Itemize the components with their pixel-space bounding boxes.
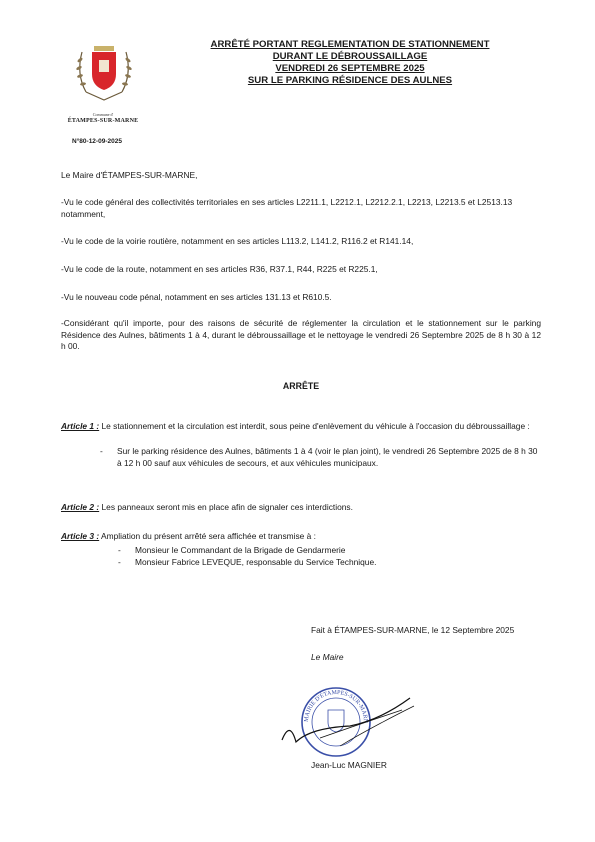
article-3 <box>61 531 541 543</box>
title-line: ARRÊTÉ PORTANT REGLEMENTATION DE STATIONNEMENT <box>210 39 490 50</box>
article-label: Article 1 : <box>61 421 100 431</box>
decree-title <box>180 39 520 87</box>
commune-crest-icon <box>72 44 136 104</box>
decree-reference: N°80-12-09-2025 <box>72 138 122 145</box>
visa-item: -Vu le code de la route, notamment en ses articles R36, R37.1, R44, R225 et R225.1, <box>61 264 378 274</box>
considering-paragraph: -Considérant qu'il importe, pour des raisons de sécurité de réglementer la circulation et le stationnement sur le parking Résidence des Aulnes, bâtiments 1 à 4, durant le débroussaillage et le nettoyage le vendredi 26 Septembre 2025 de 8 h 30 à 12 h 00. <box>61 318 541 351</box>
dash-bullet-icon: - <box>100 446 103 456</box>
article-text: Ampliation du présent arrêté sera affichée et transmise à : <box>99 531 316 541</box>
article-label: Article 3 : <box>61 531 100 541</box>
place-date: Fait à ÉTAMPES-SUR-MARNE, le 12 Septembre 2025 <box>311 625 515 635</box>
title-line: VENDREDI 26 SEPTEMBRE 2025 <box>275 63 425 74</box>
article-2 <box>61 502 541 514</box>
official-stamp-icon <box>280 680 420 760</box>
dash-bullet-icon: - <box>118 545 121 555</box>
stamp-text: MAIRIE D'ÉTAMPES-SUR-MARN <box>303 689 369 724</box>
dash-bullet-icon: - <box>118 556 121 567</box>
signatory-role: Le Maire <box>311 652 344 662</box>
commune-name: ÉTAMPES-SUR-MARNE <box>67 118 139 124</box>
commune-label: Commune d' <box>92 112 114 117</box>
bullet-text: Monsieur Fabrice LEVEQUE, responsable du Service Technique. <box>135 556 377 567</box>
signatory-name: Jean-Luc MAGNIER <box>311 760 387 770</box>
article-text: Le stationnement et la circulation est interdit, sous peine d'enlèvement du véhicule à l'occasion du débroussaillage : <box>99 421 530 431</box>
article-3-bullets <box>118 545 541 568</box>
bullet-text: Monsieur le Commandant de la Brigade de Gendarmerie <box>135 545 346 555</box>
title-line: DURANT LE DÉBROUSSAILLAGE <box>272 51 428 62</box>
article-label: Article 2 : <box>61 502 100 512</box>
visa-item: -Vu le nouveau code pénal, notamment en ses articles 131.13 et R610.5. <box>61 292 332 302</box>
decision-heading: ARRÊTE <box>282 381 320 391</box>
article-text: Les panneaux seront mis en place afin de signaler ces interdictions. <box>99 502 353 512</box>
title-line: SUR LE PARKING RÉSIDENCE DES AULNES <box>247 75 453 86</box>
visa-item: -Vu le code général des collectivités territoriales en ses articles L2211.1, L2212.1, L2212.2.1, L2213, L2213.5 et L2513.13 notamment, <box>61 197 513 219</box>
article-1 <box>61 421 541 433</box>
bullet-text: Sur le parking résidence des Aulnes, bâtiments 1 à 4 (voir le plan joint), le vendredi 26 Septembre 2025 de 8 h 30 à 12 h 00 sauf aux véhicules de secours, et aux véhicules municipaux. <box>117 446 538 468</box>
article-1-bullet <box>100 446 541 469</box>
visa-item: -Vu le code de la voirie routière, notamment en ses articles L113.2, L141.2, R116.2 et R141.14, <box>61 236 414 246</box>
intro-line: Le Maire d'ÉTAMPES-SUR-MARNE, <box>61 170 198 180</box>
